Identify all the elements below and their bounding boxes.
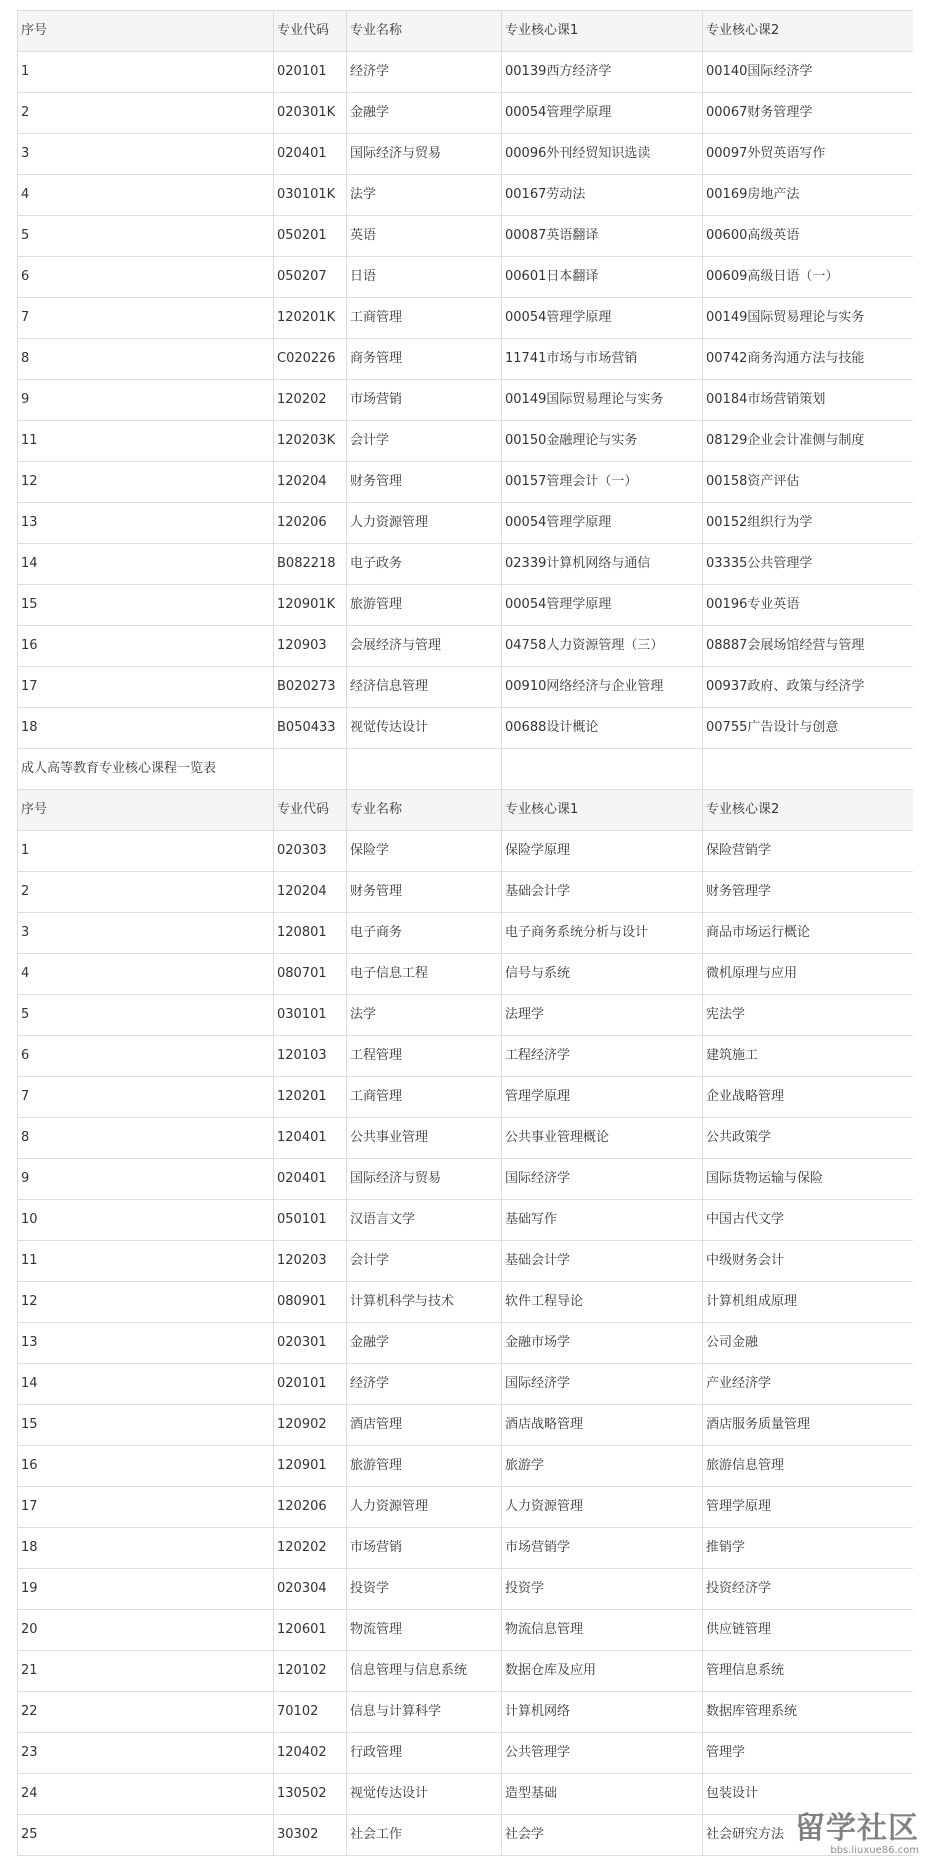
table-row xyxy=(18,1118,913,1159)
table-cell: 120201K xyxy=(274,298,347,339)
course-table xyxy=(17,10,913,1856)
table-cell: 00910网络经济与企业管理 xyxy=(502,667,703,708)
table-cell: 推销学 xyxy=(703,1528,913,1569)
table-cell: 人力资源管理 xyxy=(347,503,502,544)
table-cell: 050101 xyxy=(274,1200,347,1241)
table-cell: 20 xyxy=(18,1610,274,1651)
table-cell: 经济学 xyxy=(347,52,502,93)
table-cell: 5 xyxy=(18,216,274,257)
table-cell: 物流管理 xyxy=(347,1610,502,1651)
table-row xyxy=(18,1774,913,1815)
table-cell: 工商管理 xyxy=(347,298,502,339)
table-cell: 050207 xyxy=(274,257,347,298)
table-cell: C020226 xyxy=(274,339,347,380)
table-cell: 00169房地产法 xyxy=(703,175,913,216)
table-cell: 保险营销学 xyxy=(703,831,913,872)
table-cell: B082218 xyxy=(274,544,347,585)
table-cell: 00054管理学原理 xyxy=(502,93,703,134)
table-cell: 日语 xyxy=(347,257,502,298)
table-cell: 23 xyxy=(18,1733,274,1774)
table-cell: B020273 xyxy=(274,667,347,708)
table-cell: 序号 xyxy=(18,790,274,831)
table-cell: 00600高级英语 xyxy=(703,216,913,257)
table-cell: 020301K xyxy=(274,93,347,134)
table-cell: 经济学 xyxy=(347,1364,502,1405)
table-cell: 17 xyxy=(18,1487,274,1528)
table-row xyxy=(18,667,913,708)
empty-cell xyxy=(347,749,502,790)
table-cell: 22 xyxy=(18,1692,274,1733)
table-cell: 00067财务管理学 xyxy=(703,93,913,134)
table-cell: 7 xyxy=(18,1077,274,1118)
table-row xyxy=(18,954,913,995)
table-row xyxy=(18,1446,913,1487)
table-cell: 数据仓库及应用 xyxy=(502,1651,703,1692)
table-cell: 00196专业英语 xyxy=(703,585,913,626)
table-cell: 04758人力资源管理（三） xyxy=(502,626,703,667)
table-cell: 3 xyxy=(18,134,274,175)
table-cell: 2 xyxy=(18,872,274,913)
table-cell: 保险学原理 xyxy=(502,831,703,872)
table-cell: 财务管理学 xyxy=(703,872,913,913)
table-cell: 人力资源管理 xyxy=(502,1487,703,1528)
table-cell: 产业经济学 xyxy=(703,1364,913,1405)
table-cell: 酒店战略管理 xyxy=(502,1405,703,1446)
table-cell: 120102 xyxy=(274,1651,347,1692)
table-cell: 法学 xyxy=(347,995,502,1036)
table-cell: 金融市场学 xyxy=(502,1323,703,1364)
table-cell: 00158资产评估 xyxy=(703,462,913,503)
table-cell: 信息与计算科学 xyxy=(347,1692,502,1733)
table-row xyxy=(18,1159,913,1200)
table-row xyxy=(18,626,913,667)
table-cell: 24 xyxy=(18,1774,274,1815)
table-cell: 08129企业会计准侧与制度 xyxy=(703,421,913,462)
table-cell: 00149国际贸易理论与实务 xyxy=(703,298,913,339)
table-cell: 管理学原理 xyxy=(703,1487,913,1528)
table-cell: 16 xyxy=(18,626,274,667)
table-cell: 120204 xyxy=(274,462,347,503)
table-row xyxy=(18,995,913,1036)
table-cell: 00601日本翻译 xyxy=(502,257,703,298)
table-cell: 公共政策学 xyxy=(703,1118,913,1159)
table-cell: 商务管理 xyxy=(347,339,502,380)
table-cell: B050433 xyxy=(274,708,347,749)
table-row xyxy=(18,1282,913,1323)
table-row xyxy=(18,1815,913,1856)
table-cell: 金融学 xyxy=(347,93,502,134)
table-row xyxy=(18,298,913,339)
site-watermark xyxy=(795,1813,919,1856)
section-caption-row xyxy=(18,749,913,790)
table-cell: 市场营销学 xyxy=(502,1528,703,1569)
table-cell: 投资学 xyxy=(502,1569,703,1610)
table-cell: 企业战略管理 xyxy=(703,1077,913,1118)
table-cell: 专业名称 xyxy=(347,11,502,52)
table-row xyxy=(18,216,913,257)
table-cell: 030101 xyxy=(274,995,347,1036)
table-cell: 1 xyxy=(18,831,274,872)
table-cell: 5 xyxy=(18,995,274,1036)
table-cell: 11 xyxy=(18,1241,274,1282)
table-cell: 14 xyxy=(18,544,274,585)
table-row xyxy=(18,585,913,626)
table-cell: 050201 xyxy=(274,216,347,257)
table-cell: 3 xyxy=(18,913,274,954)
table-cell: 酒店服务质量管理 xyxy=(703,1405,913,1446)
table-cell: 21 xyxy=(18,1651,274,1692)
table-cell: 管理信息系统 xyxy=(703,1651,913,1692)
table-cell: 00087英语翻译 xyxy=(502,216,703,257)
table-cell: 基础会计学 xyxy=(502,872,703,913)
table-cell: 会计学 xyxy=(347,421,502,462)
table-cell: 社会学 xyxy=(502,1815,703,1856)
table-cell: 专业核心课1 xyxy=(502,790,703,831)
table-cell: 00688设计概论 xyxy=(502,708,703,749)
table-cell: 工程管理 xyxy=(347,1036,502,1077)
table-cell: 12 xyxy=(18,462,274,503)
table-cell: 公共事业管理概论 xyxy=(502,1118,703,1159)
table-cell: 120902 xyxy=(274,1405,347,1446)
table-row xyxy=(18,52,913,93)
table-cell: 18 xyxy=(18,708,274,749)
table-cell: 金融学 xyxy=(347,1323,502,1364)
table-cell: 020301 xyxy=(274,1323,347,1364)
table-cell: 120901 xyxy=(274,1446,347,1487)
table-cell: 专业核心课1 xyxy=(502,11,703,52)
table-cell: 公司金融 xyxy=(703,1323,913,1364)
table-cell: 社会研究方法 xyxy=(703,1815,913,1856)
table-cell: 微机原理与应用 xyxy=(703,954,913,995)
table-row xyxy=(18,380,913,421)
table-cell: 中级财务会计 xyxy=(703,1241,913,1282)
table-cell: 120204 xyxy=(274,872,347,913)
table-cell: 4 xyxy=(18,954,274,995)
table-row xyxy=(18,1528,913,1569)
table-row xyxy=(18,339,913,380)
table-cell: 00096外刊经贸知识选读 xyxy=(502,134,703,175)
table-cell: 120206 xyxy=(274,503,347,544)
table-cell: 财务管理 xyxy=(347,462,502,503)
table-cell: 00054管理学原理 xyxy=(502,298,703,339)
table-cell: 1 xyxy=(18,52,274,93)
table-cell: 00755广告设计与创意 xyxy=(703,708,913,749)
table-cell: 法理学 xyxy=(502,995,703,1036)
table-cell: 9 xyxy=(18,380,274,421)
table-row xyxy=(18,462,913,503)
table-row xyxy=(18,1364,913,1405)
table-cell: 人力资源管理 xyxy=(347,1487,502,1528)
table-cell: 法学 xyxy=(347,175,502,216)
table-cell: 旅游学 xyxy=(502,1446,703,1487)
table-cell: 020304 xyxy=(274,1569,347,1610)
table-row xyxy=(18,93,913,134)
table-cell: 视觉传达设计 xyxy=(347,708,502,749)
table-cell: 计算机科学与技术 xyxy=(347,1282,502,1323)
table-cell: 2 xyxy=(18,93,274,134)
table-cell: 120601 xyxy=(274,1610,347,1651)
table-cell: 建筑施工 xyxy=(703,1036,913,1077)
table-header-row xyxy=(18,11,913,52)
table-cell: 00184市场营销策划 xyxy=(703,380,913,421)
table-cell: 00139西方经济学 xyxy=(502,52,703,93)
table-cell: 00097外贸英语写作 xyxy=(703,134,913,175)
table-cell: 020401 xyxy=(274,134,347,175)
table-cell: 120203K xyxy=(274,421,347,462)
table-cell: 管理学原理 xyxy=(502,1077,703,1118)
table-cell: 13 xyxy=(18,503,274,544)
table-cell: 00937政府、政策与经济学 xyxy=(703,667,913,708)
table-cell: 6 xyxy=(18,257,274,298)
table-row xyxy=(18,1405,913,1446)
table-cell: 15 xyxy=(18,585,274,626)
table-cell: 市场营销 xyxy=(347,380,502,421)
table-cell: 英语 xyxy=(347,216,502,257)
table-cell: 基础会计学 xyxy=(502,1241,703,1282)
table-cell: 专业核心课2 xyxy=(703,790,913,831)
table-cell: 080901 xyxy=(274,1282,347,1323)
table-cell: 10 xyxy=(18,1200,274,1241)
table-cell: 30302 xyxy=(274,1815,347,1856)
table-cell: 9 xyxy=(18,1159,274,1200)
table-cell: 16 xyxy=(18,1446,274,1487)
table-cell: 120903 xyxy=(274,626,347,667)
table-cell: 120402 xyxy=(274,1733,347,1774)
table-cell: 专业代码 xyxy=(274,11,347,52)
table-cell: 25 xyxy=(18,1815,274,1856)
table-cell: 7 xyxy=(18,298,274,339)
table-cell: 15 xyxy=(18,1405,274,1446)
table-cell: 8 xyxy=(18,339,274,380)
table-cell: 120201 xyxy=(274,1077,347,1118)
table-cell: 11 xyxy=(18,421,274,462)
table-row xyxy=(18,257,913,298)
table-cell: 030101K xyxy=(274,175,347,216)
table-cell: 计算机组成原理 xyxy=(703,1282,913,1323)
table-cell: 商品市场运行概论 xyxy=(703,913,913,954)
table-cell: 社会工作 xyxy=(347,1815,502,1856)
table-row xyxy=(18,1487,913,1528)
table-cell: 18 xyxy=(18,1528,274,1569)
table-row xyxy=(18,708,913,749)
table-cell: 00150金融理论与实务 xyxy=(502,421,703,462)
empty-cell xyxy=(274,749,347,790)
table-cell: 00054管理学原理 xyxy=(502,503,703,544)
table-cell: 12 xyxy=(18,1282,274,1323)
table-cell: 会展经济与管理 xyxy=(347,626,502,667)
table-cell: 经济信息管理 xyxy=(347,667,502,708)
table-cell: 汉语言文学 xyxy=(347,1200,502,1241)
table-cell: 数据库管理系统 xyxy=(703,1692,913,1733)
table-cell: 财务管理 xyxy=(347,872,502,913)
table-cell: 中国古代文学 xyxy=(703,1200,913,1241)
table-cell: 020303 xyxy=(274,831,347,872)
table-cell: 电子商务 xyxy=(347,913,502,954)
table-row xyxy=(18,913,913,954)
table-cell: 120103 xyxy=(274,1036,347,1077)
table-cell: 酒店管理 xyxy=(347,1405,502,1446)
table-cell: 120401 xyxy=(274,1118,347,1159)
table-cell: 软件工程导论 xyxy=(502,1282,703,1323)
table-row xyxy=(18,1610,913,1651)
table-cell: 120901K xyxy=(274,585,347,626)
table-cell: 00152组织行为学 xyxy=(703,503,913,544)
table-cell: 电子信息工程 xyxy=(347,954,502,995)
table-cell: 00149国际贸易理论与实务 xyxy=(502,380,703,421)
table-cell: 基础写作 xyxy=(502,1200,703,1241)
table-cell: 13 xyxy=(18,1323,274,1364)
table-header-row xyxy=(18,790,913,831)
table-cell: 国际经济学 xyxy=(502,1364,703,1405)
table-cell: 旅游管理 xyxy=(347,585,502,626)
table-cell: 020401 xyxy=(274,1159,347,1200)
table-cell: 计算机网络 xyxy=(502,1692,703,1733)
table-cell: 旅游信息管理 xyxy=(703,1446,913,1487)
table-cell: 19 xyxy=(18,1569,274,1610)
watermark-logo-text: 留学社区 xyxy=(795,1811,919,1846)
table-cell: 120206 xyxy=(274,1487,347,1528)
table-cell: 公共管理学 xyxy=(502,1733,703,1774)
table-cell: 11741市场与市场营销 xyxy=(502,339,703,380)
course-table-container xyxy=(17,10,912,1856)
table-cell: 视觉传达设计 xyxy=(347,1774,502,1815)
table-cell: 020101 xyxy=(274,1364,347,1405)
table-cell: 70102 xyxy=(274,1692,347,1733)
table-row xyxy=(18,1241,913,1282)
table-cell: 国际货物运输与保险 xyxy=(703,1159,913,1200)
watermark-url: bbs.liuxue86.com xyxy=(830,1845,919,1856)
table-cell: 17 xyxy=(18,667,274,708)
table-cell: 120202 xyxy=(274,380,347,421)
table-cell: 物流信息管理 xyxy=(502,1610,703,1651)
empty-cell xyxy=(502,749,703,790)
table-cell: 02339计算机网络与通信 xyxy=(502,544,703,585)
table-cell: 120202 xyxy=(274,1528,347,1569)
table-cell: 国际经济学 xyxy=(502,1159,703,1200)
table-cell: 电子政务 xyxy=(347,544,502,585)
table-cell: 信号与系统 xyxy=(502,954,703,995)
table-cell: 130502 xyxy=(274,1774,347,1815)
table-cell: 020101 xyxy=(274,52,347,93)
table-cell: 保险学 xyxy=(347,831,502,872)
table-cell: 00167劳动法 xyxy=(502,175,703,216)
table-row xyxy=(18,1651,913,1692)
table-cell: 宪法学 xyxy=(703,995,913,1036)
table-cell: 国际经济与贸易 xyxy=(347,1159,502,1200)
table-row xyxy=(18,1077,913,1118)
table-cell: 00742商务沟通方法与技能 xyxy=(703,339,913,380)
table-row xyxy=(18,1323,913,1364)
table-cell: 00157管理会计（一） xyxy=(502,462,703,503)
table-cell: 工程经济学 xyxy=(502,1036,703,1077)
table-cell: 专业代码 xyxy=(274,790,347,831)
table-row xyxy=(18,544,913,585)
table-row xyxy=(18,134,913,175)
table-cell: 6 xyxy=(18,1036,274,1077)
table-cell: 专业名称 xyxy=(347,790,502,831)
table-row xyxy=(18,421,913,462)
table-cell: 国际经济与贸易 xyxy=(347,134,502,175)
table-row xyxy=(18,503,913,544)
table-cell: 120203 xyxy=(274,1241,347,1282)
table-cell: 会计学 xyxy=(347,1241,502,1282)
table-row xyxy=(18,175,913,216)
table-cell: 电子商务系统分析与设计 xyxy=(502,913,703,954)
table-row xyxy=(18,1692,913,1733)
table-cell: 投资学 xyxy=(347,1569,502,1610)
table-cell: 管理学 xyxy=(703,1733,913,1774)
table-cell: 14 xyxy=(18,1364,274,1405)
table-cell: 专业核心课2 xyxy=(703,11,913,52)
table-cell: 00054管理学原理 xyxy=(502,585,703,626)
table-cell: 工商管理 xyxy=(347,1077,502,1118)
table-cell: 信息管理与信息系统 xyxy=(347,1651,502,1692)
table-cell: 4 xyxy=(18,175,274,216)
empty-cell xyxy=(703,749,913,790)
table-cell: 080701 xyxy=(274,954,347,995)
table-cell: 00140国际经济学 xyxy=(703,52,913,93)
table-cell: 00609高级日语（一） xyxy=(703,257,913,298)
table-row xyxy=(18,1200,913,1241)
table-cell: 03335公共管理学 xyxy=(703,544,913,585)
table-row xyxy=(18,1036,913,1077)
table-cell: 公共事业管理 xyxy=(347,1118,502,1159)
table-cell: 市场营销 xyxy=(347,1528,502,1569)
table-row xyxy=(18,1569,913,1610)
table-cell: 投资经济学 xyxy=(703,1569,913,1610)
table-row xyxy=(18,872,913,913)
table-cell: 08887会展场馆经营与管理 xyxy=(703,626,913,667)
table-cell: 包装设计 xyxy=(703,1774,913,1815)
table-cell: 行政管理 xyxy=(347,1733,502,1774)
table-cell: 120801 xyxy=(274,913,347,954)
table-cell: 旅游管理 xyxy=(347,1446,502,1487)
table-cell: 8 xyxy=(18,1118,274,1159)
table-cell: 供应链管理 xyxy=(703,1610,913,1651)
section-caption: 成人高等教育专业核心课程一览表 xyxy=(18,749,274,790)
table-row xyxy=(18,831,913,872)
table-row xyxy=(18,1733,913,1774)
table-cell: 序号 xyxy=(18,11,274,52)
table-cell: 造型基础 xyxy=(502,1774,703,1815)
